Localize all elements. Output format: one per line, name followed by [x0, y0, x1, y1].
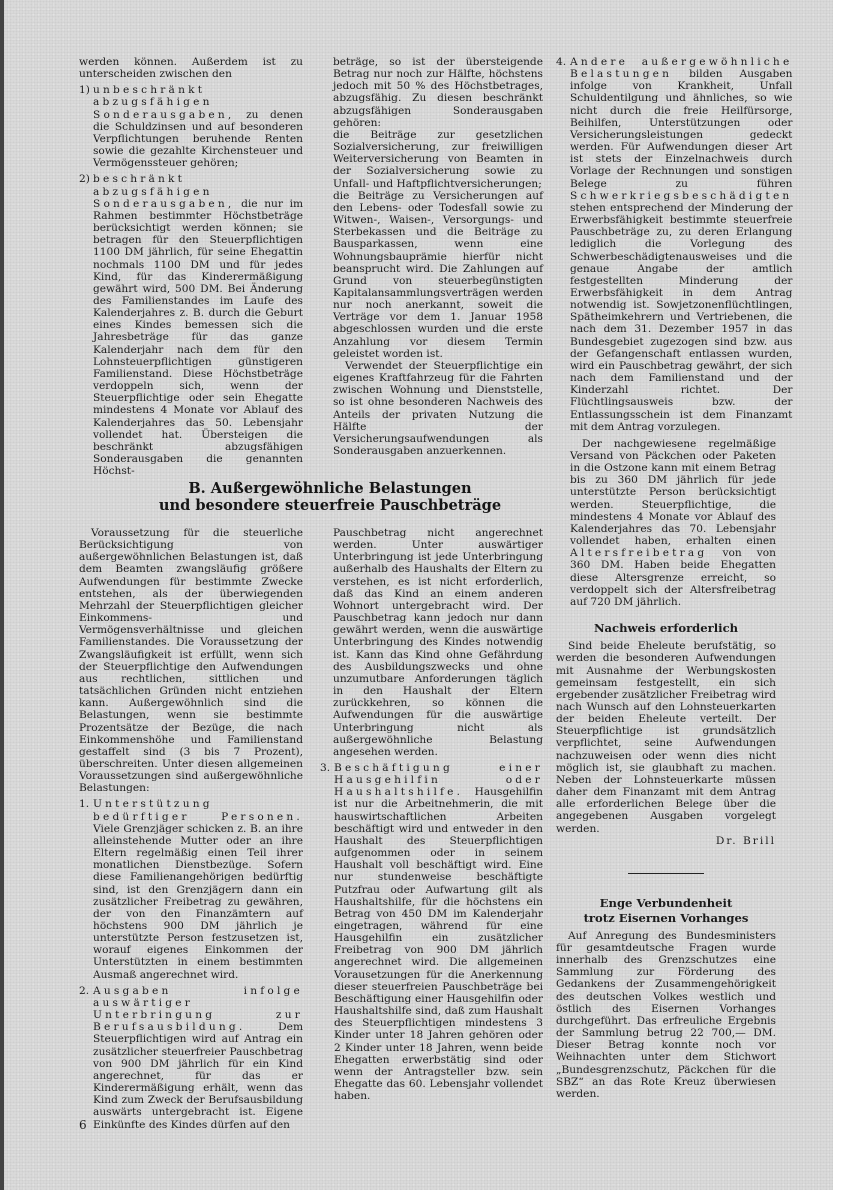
list-item: 2. Ausgaben infolge auswärtiger Unterbringung zur Berufsausbildung. Dem Steuerpflichtigen wird auf Antrag ein zusätzlicher steuerfreier Pauschbetrag von 900 DM jährlich für ein Kind angerechnet, für das er Kinderermäßigung erhält, wenn das Kind zum Zweck der Berufsausbildung auswärts untergebracht ist. Eigene Einkünfte des Kindes dürfen auf den: [79, 984, 303, 1131]
section-headline: B. Außergewöhnliche Belastungen und besondere steuerfreie Pauschbeträge: [158, 480, 502, 514]
page-number: 6: [79, 1118, 87, 1132]
subheading-nachweis: Nachweis erforderlich: [593, 621, 739, 636]
paragraph: die Beiträge zur gesetzlichen Sozialversicherung, zur freiwilligen Weiterversicherung von Beamten in der Sozialversicherung sowie zu Unfall- und Haftpflichtversicherungen;: [333, 128, 543, 190]
list-item: 1. Unterstützung bedürftiger Personen. Viele Grenzjäger schicken z. B. an ihre alleinstehende Mutter oder an ihre Eltern regelmäßig einen Teil ihrer monatlichen Dienstbezüge. Sofern diese Familienangehörigen bedürftig sind, ist den Grenzjägern dann ein zusätzlicher Freibetrag zu gewähren, der von den Finanzämtern auf höchstens 900 DM jährlich je unterstützte Person festzusetzen ist, worauf eigenes Einkommen der Unterstützten in einem bestimmten Ausmaß angerechnet wird.: [79, 798, 303, 981]
page-edge-shadow: [0, 0, 4, 1190]
paragraph: Auf Anregung des Bundesministers für gesamtdeutsche Fragen wurde innerhalb des Grenzschutzes eine Sammlung zur Förderung des Gedankens der Zusammengehörigkeit des deutschen Volkes westlich und östlich des Eisernen Vorhanges durchgeführt. Das erfreuliche Ergebnis der Sammlung betrug 22 700,— DM. Dieser Betrag konnte noch vor Weihnachten unter dem Stichwort „Bundesgrenzschutz, Päckchen für die SBZ“ an das Rote Kreuz überwiesen werden.: [556, 929, 776, 1100]
subheading-enge-verbundenheit: Enge Verbundenheit trotz Eisernen Vorhanges: [583, 895, 749, 925]
spaced-term: Schwerkriegsbeschädigten: [570, 189, 793, 202]
list-item: 1) unbeschränkt abzugsfähigen Sonderausgaben, zu denen die Schuldzinsen und auf besonderen Verpflichtungen beruhende Renten sowie die gezahlte Kirchensteuer und Vermögenssteuer gehören;: [79, 84, 303, 170]
spaced-term: unbeschränkt abzugsfähigen Sonderausgaben,: [93, 84, 235, 121]
column-bottom-middle: [320, 527, 543, 1102]
column-right: [556, 56, 793, 1100]
column-top-left: [79, 56, 303, 477]
paragraph: die Beiträge zu Versicherungen auf den Lebens- oder Todesfall sowie zu Witwen-, Waisen-, Versorgungs- und Sterbekassen und die Beiträge zu Bausparkassen, wenn eine Wohnungsbauprämie hierfür nicht beansprucht wird. Die Zahlungen auf Grund von steuerbegünstigten Kapitalansammlungsverträgen werden nur noch anerkannt, soweit die Verträge vor dem 1. Januar 1958 abgeschlossen wurden und die erste Anzahlung vor diesem Termin geleistet worden ist.: [333, 189, 543, 360]
paragraph: Pauschbetrag nicht angerechnet werden. Unter auswärtiger Unterbringung ist jede Unterbringung außerhalb des Haushalts der Eltern zu verstehen, es ist nicht erforderlich, daß das Kind an einem anderen Wohnort untergebracht wird. Der Pauschbetrag kann jedoch nur dann gewährt werden, wenn die auswärtige Unterbringung des Kindes notwendig ist. Kann das Kind ohne Gefährdung des Ausbildungszwecks und ohne unzumutbare Anforderungen täglich in den Haushalt der Eltern zurückkehren, so können die Aufwendungen für die auswärtige Unterbringung nicht als außergewöhnliche Belastung angesehen werden.: [333, 527, 543, 758]
spaced-term: Andere außergewöhnliche Belastungen: [570, 56, 793, 81]
paragraph: Voraussetzung für die steuerliche Berücksichtigung von außergewöhnlichen Belastungen ist, daß dem Beamten zwangsläufig größere Aufwendungen für bestimmte Zwecke entstehen, als der überwiegenden Mehrzahl der Steuerpflichtigen gleicher Einkommens- und Vermögensverhältnisse und gleichen Familienstandes. Die Voraussetzung der Zwangsläufigkeit ist erfüllt, wenn sich der Steuerpflichtige den Aufwendungen aus rechtlichen, sittlichen und tatsächlichen Gründen nicht entziehen kann. Außergewöhnlich sind die Belastungen, wenn sie bestimmte Prozentsätze der Bezüge, die nach Einkommenshöhe und Familienstand gestaffelt sind (3 bis 7 Prozent), überschreiten. Unter diesen allgemeinen Voraussetzungen sind außergewöhnliche Belastungen:: [79, 527, 303, 795]
column-bottom-left: [79, 527, 303, 1131]
paragraph: Verwendet der Steuerpflichtige ein eigenes Kraftfahrzeug für die Fahrten zwischen Wohnung und Dienststelle, so ist ohne besonderen Nachweis des Anteils der privaten Nutzung die Hälfte der Versicherungsaufwendungen als Sonderausgaben anzuerkennen.: [333, 359, 543, 457]
spaced-term: beschränkt abzugsfähigen Sonderausgaben,: [93, 173, 235, 210]
section-divider: [628, 873, 704, 874]
paragraph: Sind beide Eheleute berufstätig, so werden die besonderen Aufwendungen mit Ausnahme der Werbungskosten gemeinsam festgestellt, ein sich ergebender zusätzlicher Freibetrag wird nach Wunsch auf den Lohnsteuerkarten der beiden Eheleute verteilt. Der Steuerpflichtige ist grundsätzlich verpflichtet, seine Aufwendungen nachzuweisen oder wenn dies nicht möglich ist, sie glaubhaft zu machen. Neben der Lohnsteuerkarte müssen daher dem Finanzamt mit dem Antrag alle erforderlichen Belege über die angegebenen Ausgaben vorgelegt werden.: [556, 640, 776, 835]
paragraph: werden können. Außerdem ist zu unterscheiden zwischen den: [79, 56, 303, 81]
column-top-middle: [333, 56, 543, 457]
list-item: 2) beschränkt abzugsfähigen Sonderausgaben, die nur im Rahmen bestimmter Höchstbeträge berücksichtigt werden können; sie betragen für den Steuerpflichtigen 1100 DM jährlich, für seine Ehegattin nochmals 1100 DM und für jedes Kind, für das Kinderermäßigung gewährt wird, 500 DM. Bei Änderung des Familienstandes im Laufe des Kalenderjahres z. B. durch die Geburt eines Kindes bemessen sich die Jahresbeträge für das ganze Kalenderjahr nach dem für den Lohnsteuerpflichtigen günstigeren Familienstand. Diese Höchstbeträge verdoppeln sich, wenn der Steuerpflichtige oder sein Ehegatte mindestens 4 Monate vor Ablauf des Kalenderjahres das 50. Lebensjahr vollendet hat. Übersteigen die beschränkt abzugsfähigen Sonderausgaben die genannten Höchst-: [79, 173, 303, 478]
spaced-term: Altersfreibetrag: [570, 547, 708, 560]
paragraph: Der nachgewiesene regelmäßige Versand von Päckchen oder Paketen in die Ostzone kann mit einem Betrag bis zu 360 DM jährlich für jede unterstützte Person berücksichtigt werden. Steuerpflichtige, die mindestens 4 Monate vor Ablauf des Kalenderjahres das 70. Lebensjahr vollendet haben, erhalten einen Altersfreibetrag von von 360 DM. Haben beide Ehegatten diese Altersgrenze erreicht, so verdoppelt sich der Altersfreibetrag auf 720 DM jährlich.: [570, 437, 776, 608]
spaced-term: Unterstützung bedürftiger Personen.: [93, 798, 303, 823]
spaced-term: Beschäftigung einer Hausgehilfin oder Haushaltshilfe.: [334, 761, 543, 799]
list-item: 3. Beschäftigung einer Hausgehilfin oder Haushaltshilfe. Hausgehilfin ist nur die Arbeitnehmerin, die mit hauswirtschaftlichen Arbeiten beschäftigt wird und entweder in den Haushalt des Steuerpflichtigen aufgenommen oder in seinem Haushalt voll beschäftigt wird. Eine nur stundenweise beschäftigte Putzfrau oder Aufwartung gilt als Haushaltshilfe, für die höchstens ein Betrag von 450 DM im Kalenderjahr eingetragen, während für eine Hausgehilfin ein zusätzlicher Freibetrag von 900 DM jährlich angerechnet wird. Die allgemeinen Vorausetzungen für die Anerkennung dieser steuerfreien Pauschbeträge bei Beschäftigung einer Hausgehilfin oder Haushaltshilfe sind, daß zum Haushalt des Steuerpflichtigen mindestens 3 Kinder unter 18 Jahren gehören oder 2 Kinder unter 18 Jahren, wenn beide Ehegatten erwerbstätig sind oder wenn der Antragsteller bzw. sein Ehegatte das 60. Lebensjahr vollendet haben.: [320, 761, 543, 1103]
spaced-term: Ausgaben infolge auswärtiger Unterbringung zur Berufsausbildung.: [93, 984, 303, 1034]
paragraph: beträge, so ist der übersteigende Betrag nur noch zur Hälfte, höchstens jedoch mit 50 % des Höchstbetrages, abzugsfähig. Zu diesen beschränkt abzugsfähigen Sonderausgaben gehören:: [333, 56, 543, 129]
list-item: 4. Andere außergewöhnliche Belastungen bilden Ausgaben infolge von Krankheit, Unfall Schuldentilgung und ähnliches, so wie nicht durch die freie Heilfürsorge, Beihilfen, Unterstützungen oder Versicherungsleistungen gedeckt werden. Für Aufwendungen dieser Art ist stets der Einzelnachweis durch Vorlage der Rechnungen und sonstigen Belege zu führen Schwerkriegsbeschädigten stehen entsprechend der Minderung der Erwerbsfähigkeit bestimmte steuerfreie Pauschbeträge zu, zu deren Erlangung lediglich die Vorlegung des Schwerbeschädigtenausweises und die genaue Angabe der amtlich festgestellten Minderung der Erwerbsfähigkeit in dem Antrag notwendig ist. Sowjetzonenflüchtlingen, Spätheimkehrern und Vertriebenen, die nach dem 31. Dezember 1957 in das Bundesgebiet zugezogen sind bzw. aus der Gefangenschaft entlassen wurden, wird ein Pauschbetrag gewährt, der sich nach dem Familienstand und der Kinderzahl richtet. Der Flüchtlingsausweis bzw. der Entlassungsschein ist dem Finanzamt mit dem Antrag vorzulegen.: [556, 56, 793, 433]
author-signature: Dr. Brill: [715, 834, 776, 847]
